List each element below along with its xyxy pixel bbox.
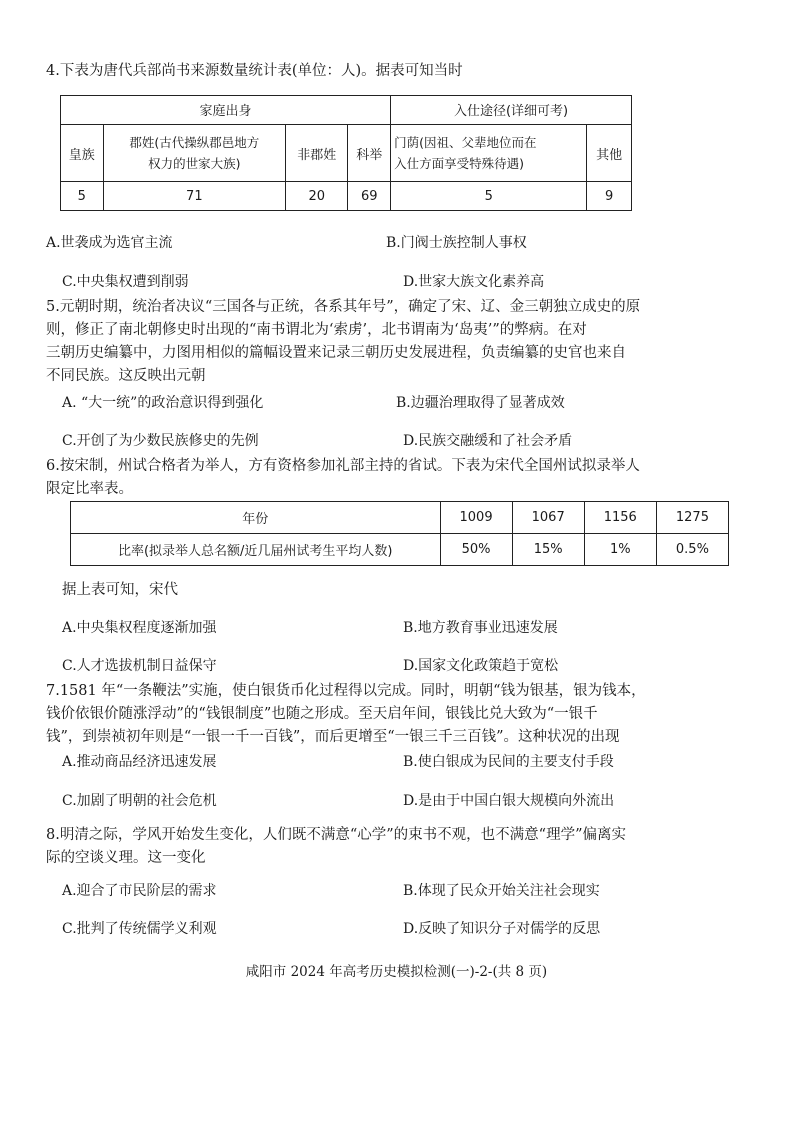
q4-value-menyin: 5 [391,182,587,211]
q4-option-a: A.世袭成为选官主流 [46,235,173,251]
q5-option-b: B.边疆治理取得了显著成效 [396,395,565,411]
page-footer: 咸阳市 2024 年高考历史模拟检测(一)-2-(共 8 页) [245,964,548,980]
q4-value-keju: 69 [348,182,391,211]
q6-rate-1275: 0.5% [656,534,728,566]
q6-year-1156: 1156 [584,502,656,534]
q6-year-1067: 1067 [512,502,584,534]
q8-option-b: B.体现了民众开始关注社会现实 [403,883,600,899]
q6-option-d: D.国家文化政策趋于宽松 [403,658,559,674]
question-8-stem: 8.明清之际，学风开始发生变化，人们既不满意“心学”的束书不观，也不满意“理学”偏离实 际的空谈义理。这一变化 [46,827,626,866]
q5-option-c: C.开创了为少数民族修史的先例 [62,433,259,449]
q7-option-d: D.是由于中国白银大规模向外流出 [403,793,615,809]
q7-option-a: A.推动商品经济迅速发展 [62,754,217,770]
q8-option-a: A.迎合了市民阶层的需求 [62,883,217,899]
q8-option-d: D.反映了知识分子对儒学的反思 [403,921,601,937]
q6-conclusion-lead: 据上表可知，宋代 [62,582,178,598]
q6-table [70,501,729,566]
q7-option-c: C.加剧了明朝的社会危机 [62,793,217,809]
q4-option-d: D.世家大族文化素养高 [403,274,545,290]
q4-col-menyin: 门荫(因祖、父辈地位而在 入仕方面享受特殊待遇) [391,124,587,182]
q4-col-keju: 科举 [348,124,391,182]
q4-col-royal: 皇族 [61,124,104,182]
q6-option-c: C.人才选拔机制日益保守 [62,658,217,674]
q5-option-a: A. “大一统”的政治意识得到强化 [62,395,264,411]
q6-year-1009: 1009 [440,502,512,534]
q4-header-family-origin: 家庭出身 [61,96,391,125]
q6-rate-1009: 50% [440,534,512,566]
q6-year-1275: 1275 [656,502,728,534]
q6-rate-label: 比率(拟录举人总名额/近几届州试考生平均人数) [71,534,441,566]
q4-option-c: C.中央集权遭到削弱 [62,274,189,290]
q4-col-other: 其他 [587,124,632,182]
q4-value-other: 9 [587,182,632,211]
question-5-stem: 5.元朝时期，统治者决议“三国各与正统，各系其年号”，确定了宋、辽、金三朝独立成史的原 则，修正了南北朝修史时出现的“南书谓北为‘索虏’，北书谓南为‘岛夷’”的弊病。在对 三朝历史编纂中，力图用相似的篇幅设置来记录三朝历史发展进程，负责编纂的史官也来自 不同民族。这反映出元朝 [46,299,641,384]
q4-header-entry-path: 入仕途径(详细可考) [391,96,632,125]
question-7-stem: 7.1581 年“一条鞭法”实施，使白银货币化过程得以完成。同时，明朝“钱为银基，银为钱本， 钱价依银价随涨浮动”的“钱银制度”也随之形成。至天启年间，银钱比兑大致为“一银千 钱”，到崇祯初年则是“一银一千一百钱”，而后更增至“一银三千三百钱”。这种状况的出现 [46,683,646,745]
q6-rate-1156: 1% [584,534,656,566]
question-6-stem: 6.按宋制，州试合格者为举人，方有资格参加礼部主持的省试。下表为宋代全国州试拟录举人 限定比率表。 [46,458,640,497]
q6-option-a: A.中央集权程度逐渐加强 [62,620,217,636]
question-4-stem: 4.下表为唐代兵部尚书来源数量统计表(单位：人)。据表可知当时 [46,63,463,79]
q4-value-non-junxing: 20 [286,182,348,211]
q8-option-c: C.批判了传统儒学义利观 [62,921,217,937]
q4-option-b: B.门阀士族控制人事权 [386,235,527,251]
q6-option-b: B.地方教育事业迅速发展 [403,620,558,636]
q4-col-junxing: 郡姓(古代操纵郡邑地方 权力的世家大族) [103,124,285,182]
q5-option-d: D.民族交融缓和了社会矛盾 [403,433,573,449]
q7-option-b: B.使白银成为民间的主要支付手段 [403,754,614,770]
q4-col-non-junxing: 非郡姓 [286,124,348,182]
q6-year-label: 年份 [71,502,441,534]
q4-value-junxing: 71 [103,182,285,211]
q6-rate-1067: 15% [512,534,584,566]
q4-table [60,95,632,211]
q4-value-royal: 5 [61,182,104,211]
